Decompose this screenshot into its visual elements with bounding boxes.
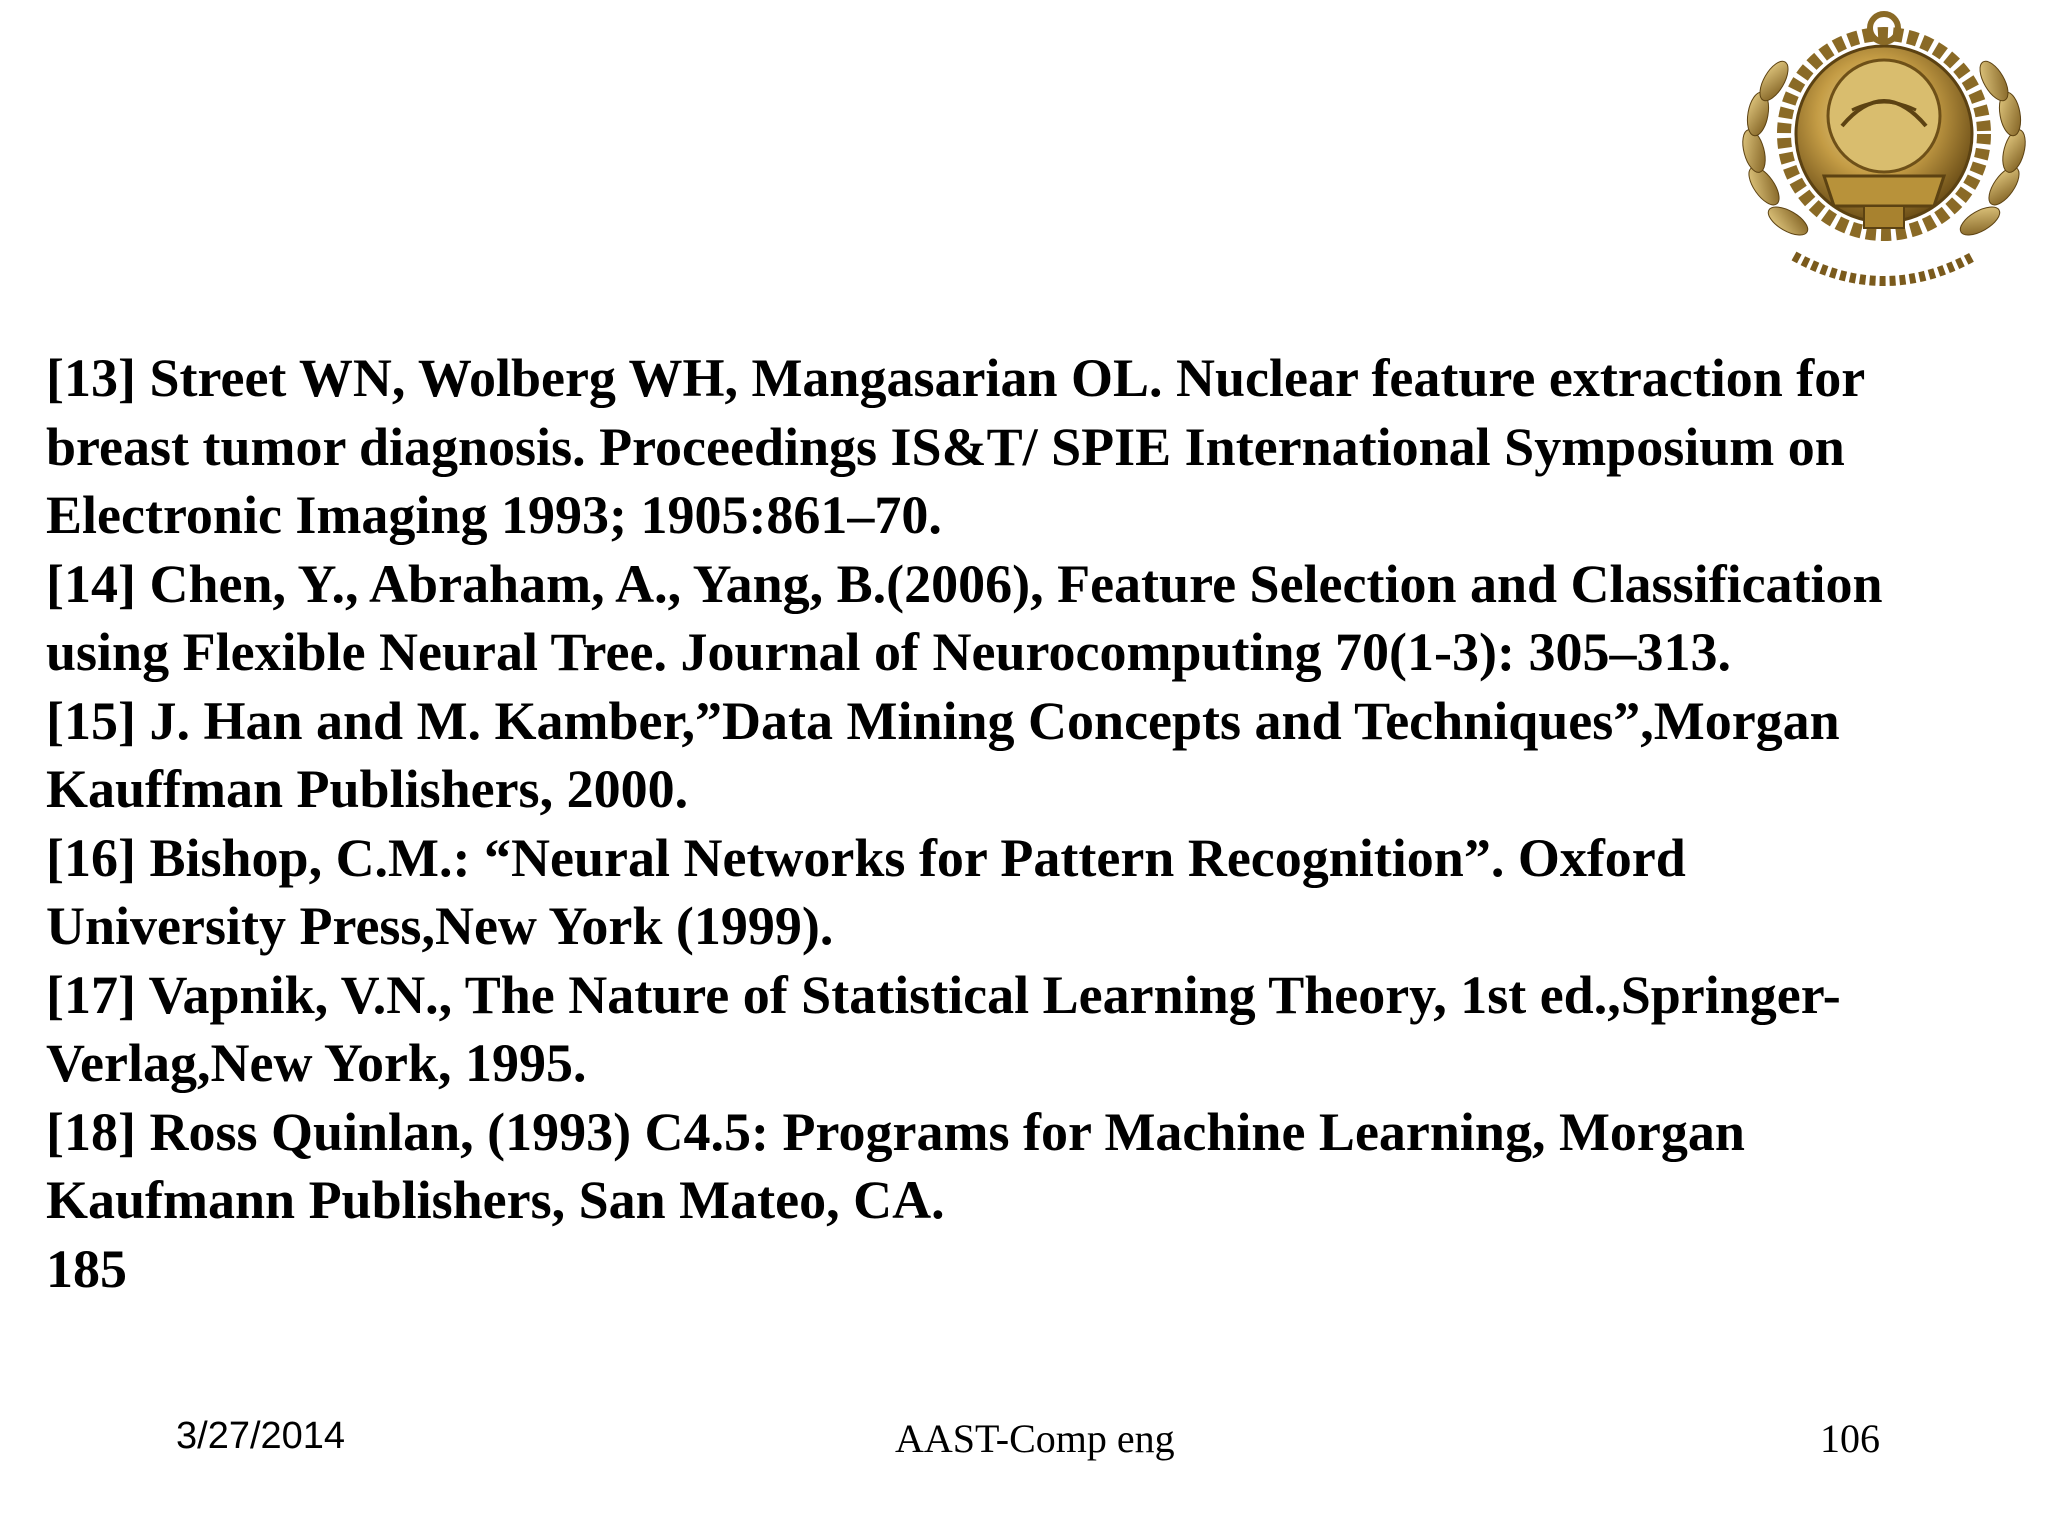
footer-title: AAST-Comp eng xyxy=(895,1416,1175,1461)
reference-line: Kauffman Publishers, 2000. xyxy=(46,759,689,819)
page-number: 106 xyxy=(1820,1416,1880,1461)
reference-list xyxy=(46,344,2026,1303)
reference-line: using Flexible Neural Tree. Journal of Neurocomputing 70(1-3): 305–313. xyxy=(46,622,1731,682)
reference-line: [16] Bishop, C.M.: “Neural Networks for Pattern Recognition”. Oxford xyxy=(46,827,1686,888)
footer-date: 3/27/2014 xyxy=(176,1415,346,1457)
reference-line: Electronic Imaging 1993; 1905:861–70. xyxy=(46,485,942,545)
reference-line: 185 xyxy=(46,1238,127,1299)
reference-line: University Press,New York (1999). xyxy=(46,896,834,956)
reference-line: [18] Ross Quinlan, (1993) C4.5: Programs for Machine Learning, Morgan xyxy=(46,1101,1745,1162)
reference-line: breast tumor diagnosis. Proceedings IS&T/ SPIE International Symposium on xyxy=(46,416,1845,477)
reference-line: [14] Chen, Y., Abraham, A., Yang, B.(2006), Feature Selection and Classification xyxy=(46,553,1883,614)
reference-line: Verlag,New York, 1995. xyxy=(46,1033,587,1093)
reference-line: Kaufmann Publishers, San Mateo, CA. xyxy=(46,1170,945,1230)
university-emblem-icon xyxy=(1724,6,2044,306)
reference-line: [15] J. Han and M. Kamber,”Data Mining Concepts and Techniques”,Morgan xyxy=(46,690,1840,751)
reference-line: [13] Street WN, Wolberg WH, Mangasarian OL. Nuclear feature extraction for xyxy=(46,348,1866,408)
reference-line: [17] Vapnik, V.N., The Nature of Statistical Learning Theory, 1st ed.,Springer- xyxy=(46,964,1841,1025)
